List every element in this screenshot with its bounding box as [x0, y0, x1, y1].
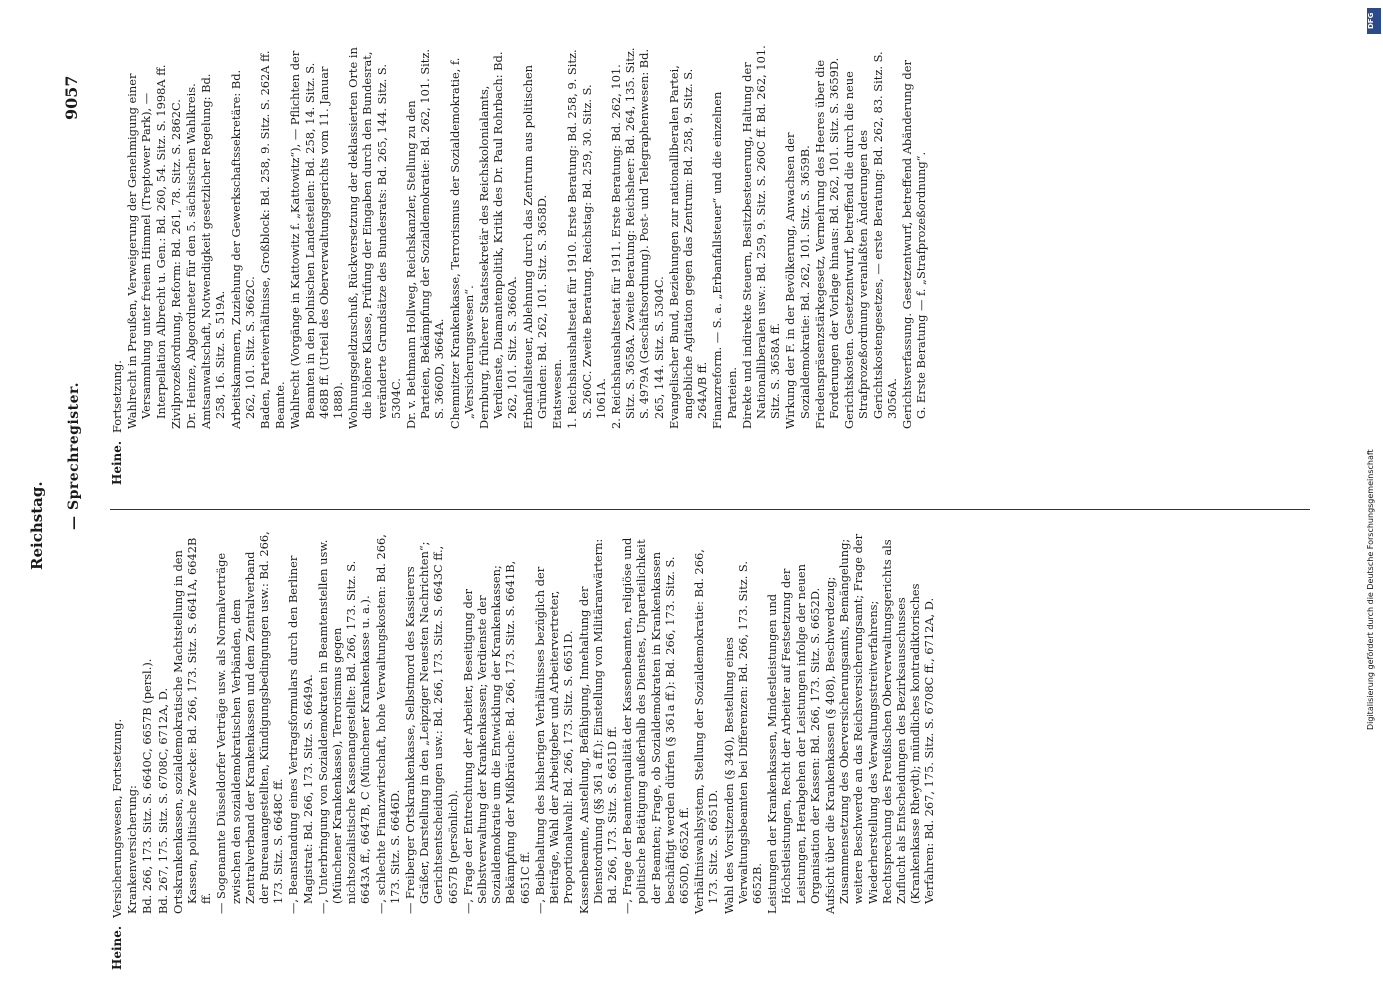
left-column-entry: Bd. 267, 175. Sitz. S. 6708C, 6712A, D.: [155, 687, 170, 914]
right-column-entry: Friedenspräsenzstärkegesetz, Vermehrung des Heeres über die Forderungen der Vorlage hinaus: Bd. 262, 101. Sitz. S. 3659D.: [812, 57, 841, 429]
right-column-entry: Finanzreform. — S. a. „Erbanfallsteuer“ und die einzelnen Parteien.: [710, 91, 739, 429]
left-column-entry: —, Unterbringung von Sozialdemokraten in Beamtenstellen usw. (Münchener Krankenkasse), Terrorismus gegen nichtsozialistische Kassenangestellte: Bd. 266, 173. Sitz. S. 6643A ff., 6647B, C (Münchener Krankenkasse u. a.).: [315, 539, 373, 914]
right-column-entry: Wahlrecht in Preußen, Verweigerung der Genehmigung einer Versammlung unter freiem Himmel (Treptower Park), — Interpellation Albrecht u. Gen.: Bd. 260, 54. Sitz. S. 1998A ff.: [125, 64, 168, 429]
left-column-entry: Ortskrankenkassen, sozialdemokratische Machtstellung in den Kassen, politische Zwecke: Bd. 266, 173. Sitz. S. 6641A, 6642B ff.: [170, 537, 214, 914]
left-column-entry: — Freiberger Ortskrankenkasse, Selbstmord des Kassierers Gräßer, Darstellung in den „Leipziger Neuesten Nachrichten“; Gerichtsentscheidungen usw.: Bd. 266, 173. Sitz. S. 6643C ff., 6657B (persönlich).: [403, 541, 460, 914]
right-column-entry: Dr. Heinze, Abgeordneter für den 5. sächsischen Wahlkreis.: [184, 83, 199, 429]
right-column-entry: Gerichtsverfassung. Gesetzentwurf, betreffend Abänderung der G. Erste Beratung — f. „Strafprozeßordnung“.: [899, 60, 929, 429]
left-column-entry: Kassenbeamte, Anstellung, Befähigung, Innehaltung der Dienstordnung (§§ 361 a ff.): Einstellung von Militäranwärtern: Bd. 266, 173. Sitz. S. 6651D ff.: [576, 538, 619, 914]
two-column-body: [110, 0, 1360, 1000]
right-column: [110, 45, 929, 485]
left-column-entry: —, Beibehaltung des bisherigen Verhältnisses bezüglich der Beiträge, Wahl der Arbeitgeber und Arbeitervertreter, Proportionalwahl: Bd. 266, 173. Sitz. S. 6651D.: [532, 566, 576, 914]
page-number: 9057: [62, 75, 81, 120]
right-column-entry: Arbeitskammern, Zuziehung der Gewerkschaftssekretäre: Bd. 262, 101. Sitz. S. 3662C.: [228, 69, 257, 429]
column-divider: [110, 509, 1310, 510]
right-column-entry: Amtsanwaltschaft, Notwendigkeit gesetzlicher Regelung: Bd. 258, 16. Sitz. S. 519A.: [199, 73, 228, 429]
right-column-entry: Chemnitzer Krankenkasse, Terrorismus der Sozialdemokratie, f. „Versicherungswesen“.: [447, 57, 476, 429]
left-column: [110, 530, 938, 970]
left-column-entry: —, schlechte Finanzwirtschaft, hohe Verwaltungskosten: Bd. 266, 173. Sitz. S. 6646D.: [373, 534, 402, 914]
right-column-entry: Gerichtskosten. Gesetzentwurf, betreffend die durch die neue Strafprozeßordnung veranlaßten Änderungen des Gerichtskostengesetzes, — erste Beratung: Bd. 262, 83. Sitz. S. 3056A.: [842, 51, 899, 429]
header-title: Sprechregister.: [66, 382, 82, 510]
right-entry-list: [125, 45, 928, 433]
right-column-entry: 2. Reichshaushaltsetat für 1911. Erste Beratung: Bd. 262, 101. Sitz. S. 3658A. Zweite Beratung: Reichsheer: Bd. 264, 135. Sitz. S. 4979A (Geschäftsordnung). Post- und Telegraphenwesen: Bd. 265, 144. Sitz. S. 5304C.: [608, 47, 666, 429]
left-column-entry: Aufsicht über die Krankenkassen (§ 408), Beschwerdezug; Zusammensetzung des Oberversicherungsamts, Bemängelung; weitere Beschwerde an das Reichsversicherungsamt; Frage der Wiederherstellung des Verwaltungsstreitverfahrens; Rechtsprechung des Preußischen Oberverwaltungsgerichts als Zuflucht als Entscheidungen des Bezirksausschusses (Krankenkasse Rheydt); mündliches kontradiktorisches Verfahren: Bd. 267, 175. Sitz. S. 6708C ff., 6712A, D.: [822, 533, 937, 914]
header-separator: —: [66, 516, 82, 530]
right-column-entry: Wahlrecht (Vorgänge in Kattowitz f. „Kattowitz“), — Pflichten der Beamten in den polnischen Landesteilen: Bd. 258, 14. Sitz. S. 468B ff. (Urteil des Oberverwaltungsgerichts vom 11. Januar 1888).: [288, 50, 346, 429]
right-column-entry: Dr. v. Bethmann Hollweg, Reichskanzler, Stellung zu den Parteien, Bekämpfung der Sozialdemokratie: Bd. 262, 101. Sitz. S. 3660D, 3664A.: [404, 49, 447, 429]
left-column-entry: Verhältniswahlsystem, Stellung der Sozialdemokratie: Bd. 266, 173. Sitz. S. 6651D.: [692, 549, 721, 914]
dfg-logo: DFG: [1367, 8, 1381, 34]
right-column-entry: 1. Reichshaushaltsetat für 1910. Erste Beratung: Bd. 258, 9. Sitz. S. 260C. Zweite Beratung. Reichstag: Bd. 259, 30. Sitz. S. 1061A.: [565, 49, 608, 429]
right-column-entry: Zivilprozeßordnung, Reform: Bd. 261, 78. Sitz. S. 2862C.: [168, 99, 183, 429]
digitization-note: Digitalisierung gefördert durch die Deutsche Forschungsgemeinschaft: [1366, 449, 1375, 730]
right-column-entry: Wirkung der F. in der Bevölkerung, Anwachsen der Sozialdemokratie: Bd. 262, 101. Sitz. S. 3659B.: [783, 132, 812, 429]
left-column-entry: —, Frage der Beamtenqualität der Kassenbeamten, religiöse und politische Betätigung außerhalb des Dienstes, Unparteilichkeit der Beamten; Frage, ob Sozialdemokraten in Krankenkassen beschäftigt werden dürfen (§ 361a ff.): Bd. 266, 173. Sitz. S. 6650D, 6652A ff.: [620, 537, 691, 914]
left-column-lead: Heine.: [110, 925, 124, 970]
right-column-entry: Erbanfallsteuer, Ablehnung durch das Zentrum aus politischen Gründen: Bd. 262, 101. Sitz. S. 3658D.: [520, 65, 549, 429]
header-left-label: Reichstag.: [28, 481, 46, 570]
left-column-entry: Bd. 266, 173. Sitz. S. 6640C, 6657B (persl.).: [140, 658, 155, 914]
left-column-heading: Versicherungswesen, Fortsetzung.: [110, 718, 124, 918]
left-column-entry: —, Frage der Entrechtung der Arbeiter, Beseitigung der Selbstverwaltung der Krankenkassen; Verdienste der Sozialdemokratie um die Entwicklung der Krankenkassen; Bekämpfung der Mißbräuche: Bd. 266, 173. Sitz. S. 6641B, 6651C ff.: [460, 560, 532, 914]
right-column-entry: Direkte und indirekte Steuern, Besitzbesteuerung, Haltung der Nationalliberalen usw.: Bd. 259, 9. Sitz. S. 260C ff. Bd. 262, 101. Sitz. S. 3658A ff.: [739, 45, 783, 429]
left-column-entry: —, Beanstandung eines Vertragsformulars durch den Berliner Magistrat: Bd. 266, 173. Sitz. S. 6649A.: [286, 555, 315, 914]
left-column-entry: — Sogenannte Düsseldorfer Verträge usw. als Normalverträge zwischen den sozialdemokratischen Verbänden, dem Zentralverband der Krankenkassen und dem Zentralverband der Bureauangestellten, Kündigungsbedingungen usw.: Bd. 266, 173. Sitz. S. 6648C ff.: [214, 531, 286, 914]
right-column-entry: Dernburg, früherer Staatssekretär des Reichskolonialamts, Verdienste, Diamantenpolitik, Kritik des Dr. Paul Rohrbach: Bd. 262, 101. Sitz. S. 3660A.: [477, 51, 520, 429]
right-column-entry: Etatswesen.: [550, 358, 565, 429]
left-column-entry: Krankenversicherung:: [125, 785, 140, 914]
right-column-entry: Wohnungsgeldzuschuß, Rückversetzung der deklassierten Orte in die höhere Klasse, Prüfung der Eingaben durch den Bundesrat, veränderte Grundsätze des Bundesrats: Bd. 265, 144. Sitz. S. 5304C.: [346, 47, 403, 429]
left-column-entry: Wahl des Vorsitzenden (§ 340), Bestellung eines Verwaltungsbeamten bei Differenzen: Bd. 266, 173. Sitz. S. 6652B.: [721, 561, 764, 914]
left-column-entry: Leistungen der Krankenkassen, Mindestleistungen und Höchstleistungen, Recht der Arbeiter auf Festsetzung der Leistungen, Herabgehen der Leistungen infolge der neuen Organisation der Kassen: Bd. 266, 173. Sitz. S. 6652D.: [765, 564, 822, 914]
right-column-lead: Heine.: [110, 440, 124, 485]
right-column-entry: Beamte.: [273, 381, 288, 429]
right-column-heading: Fortsetzung.: [110, 360, 124, 433]
left-entry-list: [125, 530, 936, 918]
right-column-entry: Evangelischer Bund, Beziehungen zur nationalliberalen Partei, angebliche Agitation gegen das Zentrum: Bd. 258, 9. Sitz. S. 264A/B ff.: [666, 65, 710, 429]
right-column-entry: Baden, Parteiverhältnisse, Großblock: Bd. 258, 9. Sitz. S. 262A ff.: [258, 50, 273, 429]
